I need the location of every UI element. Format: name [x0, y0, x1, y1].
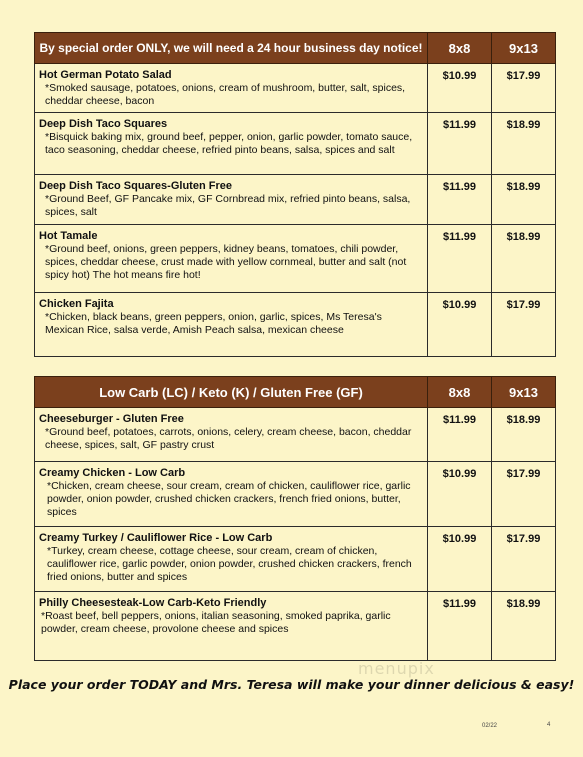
- table-row: [35, 408, 556, 462]
- price-9x13: $18.99: [492, 113, 556, 175]
- item-cell: [35, 113, 428, 175]
- page-number: 4: [547, 722, 551, 728]
- item-name: Creamy Chicken - Low Carb: [39, 467, 186, 479]
- section-header: Low Carb (LC) / Keto (K) / Gluten Free (GF): [35, 377, 428, 408]
- table-row: [35, 225, 556, 293]
- price-8x8: $10.99: [428, 64, 492, 113]
- table-header-row: [35, 33, 556, 64]
- item-name: Hot German Potato Salad: [39, 69, 172, 81]
- item-name: Deep Dish Taco Squares: [39, 118, 168, 130]
- price-8x8: $10.99: [428, 527, 492, 592]
- item-description: *Ground beef, potatoes, carrots, onions, celery, cream cheese, bacon, cheddar cheese, spices, salt, GF pastry crust: [45, 426, 412, 451]
- size-9x13-header: 9x13: [492, 33, 556, 64]
- price-9x13: $17.99: [492, 293, 556, 357]
- table-row: [35, 462, 556, 527]
- table-row: [35, 64, 556, 113]
- size-9x13-header: 9x13: [492, 377, 556, 408]
- item-cell: [35, 64, 428, 113]
- size-8x8-header: 8x8: [428, 377, 492, 408]
- page-date: 02/22: [482, 723, 498, 729]
- section-header: By special order ONLY, we will need a 24 hour business day notice!: [35, 33, 428, 64]
- item-name: Chicken Fajita: [39, 298, 114, 310]
- price-9x13: $17.99: [492, 462, 556, 527]
- item-name: Deep Dish Taco Squares-Gluten Free: [39, 180, 232, 192]
- item-name: Cheeseburger - Gluten Free: [39, 413, 184, 425]
- low-carb-table: [34, 376, 556, 661]
- item-description: *Chicken, cream cheese, sour cream, cream of chicken, cauliflower rice, garlic powder, onion powder, crushed chicken crackers, french fried onions, butter, spices: [47, 480, 411, 518]
- price-8x8: $10.99: [428, 462, 492, 527]
- item-cell: [35, 293, 428, 357]
- price-8x8: $11.99: [428, 225, 492, 293]
- footer-tagline: Place your order TODAY and Mrs. Teresa will make your dinner delicious & easy!: [8, 677, 575, 692]
- price-9x13: $18.99: [492, 408, 556, 462]
- price-9x13: $17.99: [492, 527, 556, 592]
- item-description: *Roast beef, bell peppers, onions, italian seasoning, smoked paprika, garlic powder, cream cheese, provolone cheese and spices: [41, 610, 391, 635]
- price-9x13: $18.99: [492, 175, 556, 225]
- item-cell: [35, 527, 428, 592]
- table-row: [35, 175, 556, 225]
- price-8x8: $10.99: [428, 293, 492, 357]
- table-row: [35, 592, 556, 661]
- size-8x8-header: 8x8: [428, 33, 492, 64]
- price-8x8: $11.99: [428, 175, 492, 225]
- item-name: Philly Cheesesteak-Low Carb-Keto Friendly: [39, 597, 267, 609]
- item-description: *Smoked sausage, potatoes, onions, cream of mushroom, butter, salt, spices, cheddar cheese, bacon: [45, 82, 406, 107]
- special-order-table: [34, 32, 556, 357]
- item-cell: [35, 175, 428, 225]
- price-9x13: $18.99: [492, 592, 556, 661]
- item-description: *Bisquick baking mix, ground beef, pepper, onion, garlic powder, tomato sauce, taco seasoning, cheddar cheese, refried pinto beans, salsa, spices and salt: [45, 131, 413, 156]
- item-description: *Chicken, black beans, green peppers, onion, garlic, spices, Ms Teresa's Mexican Rice, salsa verde, Amish Peach salsa, mexican cheese: [45, 311, 382, 336]
- item-cell: [35, 408, 428, 462]
- table-row: [35, 293, 556, 357]
- item-cell: [35, 592, 428, 661]
- item-description: *Turkey, cream cheese, cottage cheese, sour cream, cream of chicken, cauliflower rice, garlic powder, onion powder, crushed chicken crackers, french fried onions, butter and spices: [47, 545, 412, 583]
- price-9x13: $17.99: [492, 64, 556, 113]
- item-description: *Ground Beef, GF Pancake mix, GF Cornbread mix, refried pinto beans, salsa, spices, salt: [45, 193, 411, 218]
- table-row: [35, 113, 556, 175]
- price-8x8: $11.99: [428, 408, 492, 462]
- price-8x8: $11.99: [428, 113, 492, 175]
- price-8x8: $11.99: [428, 592, 492, 661]
- item-name: Creamy Turkey / Cauliflower Rice - Low Carb: [39, 532, 273, 544]
- price-9x13: $18.99: [492, 225, 556, 293]
- table-header-row: [35, 377, 556, 408]
- item-cell: [35, 462, 428, 527]
- table-row: [35, 527, 556, 592]
- item-cell: [35, 225, 428, 293]
- item-name: Hot Tamale: [39, 230, 98, 242]
- item-description: *Ground beef, onions, green peppers, kidney beans, tomatoes, chili powder, spices, cheddar cheese, crust made with yellow cornmeal, butter and salt (not spicy hot) The hot means fire hot!: [45, 243, 407, 281]
- watermark-logo: menupix: [358, 659, 435, 678]
